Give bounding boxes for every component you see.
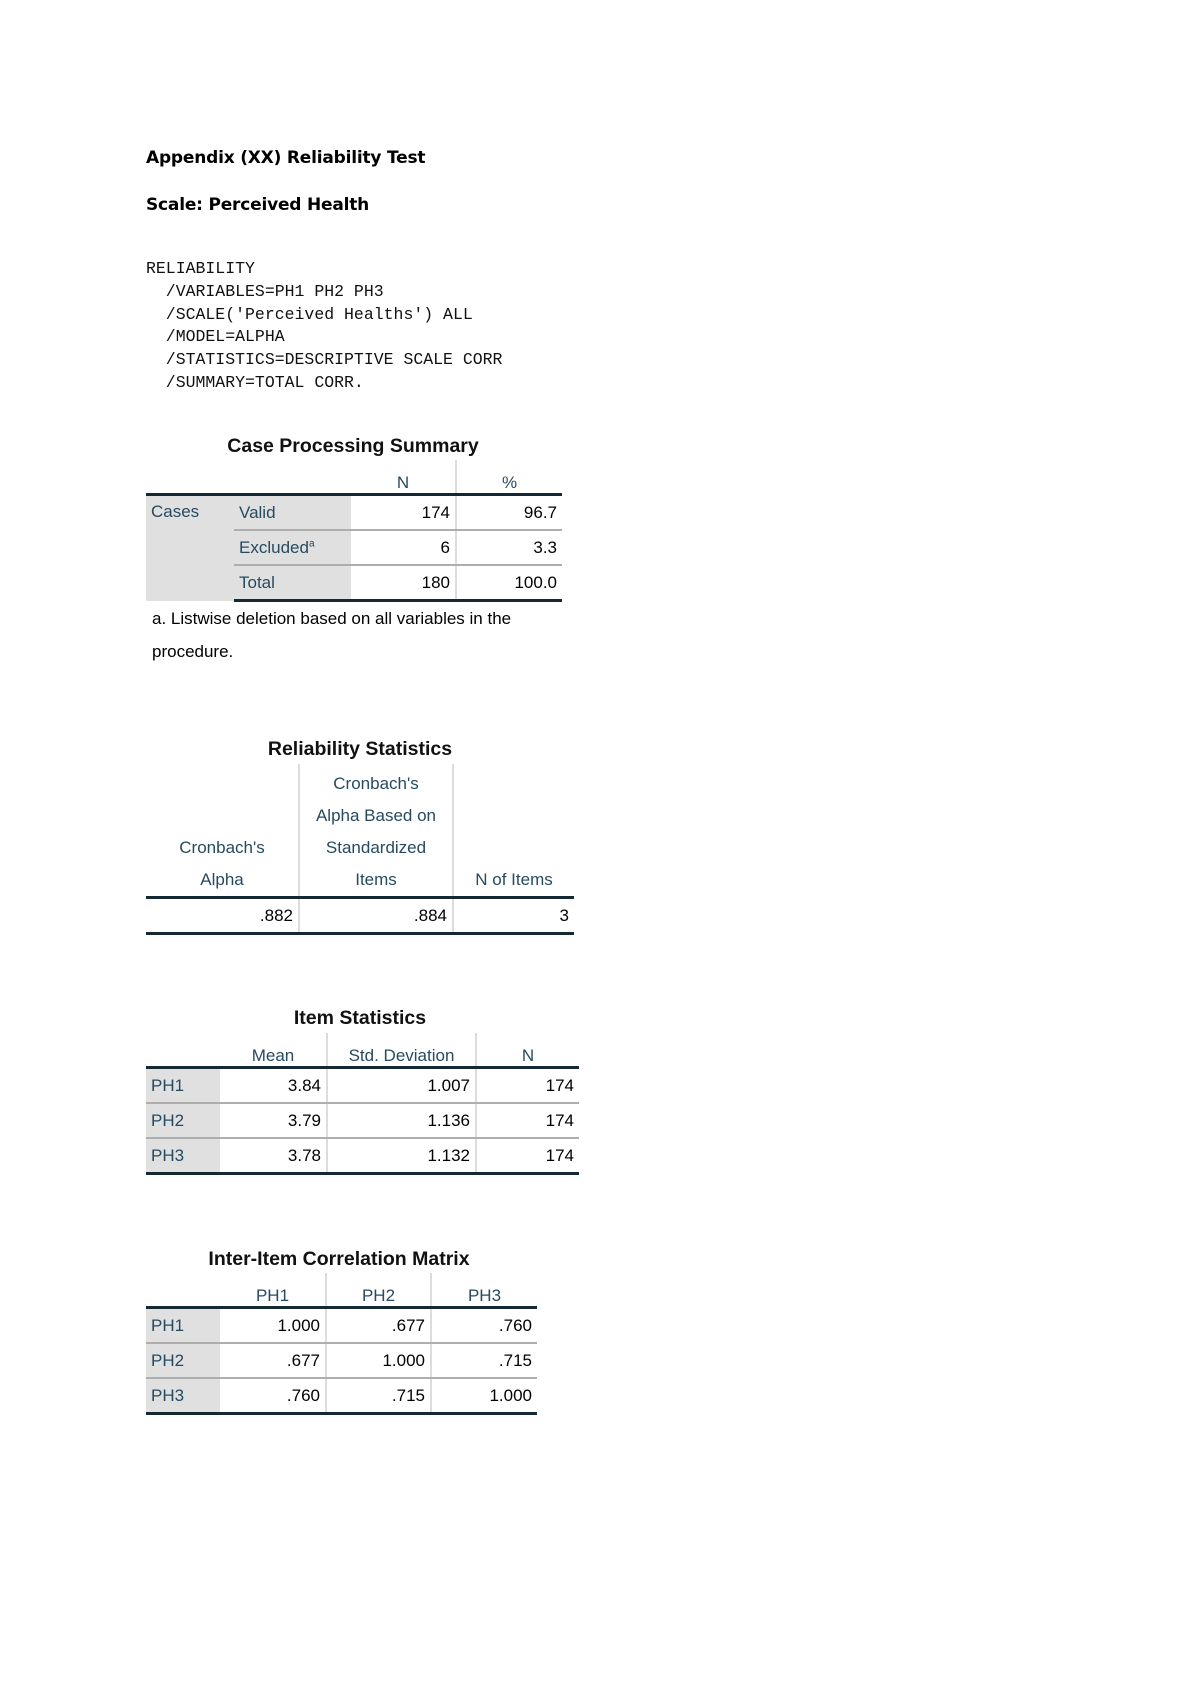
col-header-n-items: N of Items	[453, 764, 574, 898]
cell-total-n: 180	[351, 565, 456, 601]
cell-alpha: .882	[146, 898, 299, 934]
cell-n: 174	[476, 1138, 579, 1174]
item-stats-table	[146, 1033, 579, 1175]
row-label-valid: Valid	[234, 495, 351, 531]
corr-cell: .715	[326, 1378, 431, 1414]
col-header-ph3: PH3	[431, 1273, 537, 1308]
row-label-ph2: PH2	[146, 1343, 220, 1378]
footnote-marker: a	[308, 537, 315, 549]
group-label-cases: Cases	[146, 495, 234, 601]
syntax-line: /STATISTICS=DESCRIPTIVE SCALE CORR	[146, 350, 503, 370]
syntax-line: /MODEL=ALPHA	[146, 327, 285, 347]
corr-cell: .677	[326, 1308, 431, 1344]
cell-std-alpha: .884	[299, 898, 453, 934]
row-label-ph1: PH1	[146, 1308, 220, 1344]
corr-matrix-table	[146, 1273, 537, 1415]
syntax-line: /SUMMARY=TOTAL CORR.	[146, 372, 364, 392]
reliability-title: Reliability Statistics	[267, 738, 453, 760]
row-label-excluded: Excluded$^a$	[234, 530, 351, 565]
col-header-mean: Mean	[220, 1033, 327, 1068]
syntax-line: RELIABILITY	[146, 259, 255, 278]
row-label-ph3: PH3	[146, 1138, 220, 1174]
cell-total-pct: 100.0	[456, 565, 562, 601]
case-summary-title: Case Processing Summary	[227, 435, 479, 457]
cell-mean: 3.79	[220, 1103, 327, 1138]
col-header-std-alpha: Cronbach's Alpha Based on Standardized Items	[299, 764, 453, 898]
cell-sd: 1.007	[327, 1068, 476, 1104]
col-header-pct: %	[456, 460, 562, 495]
col-header-ph2: PH2	[326, 1273, 431, 1308]
syntax-line: /SCALE('Perceived Healths') ALL	[146, 304, 473, 324]
scale-title: Scale: Perceived Health	[146, 195, 370, 215]
cell-sd: 1.136	[327, 1103, 476, 1138]
syntax-line: /VARIABLES=PH1 PH2 PH3	[146, 281, 384, 301]
cell-n-items: 3	[453, 898, 574, 934]
cell-excluded-n: 6	[351, 530, 456, 565]
col-header-sd: Std. Deviation	[327, 1033, 476, 1068]
col-header-alpha: Cronbach's Alpha	[146, 764, 299, 898]
reliability-table	[146, 764, 574, 935]
col-header-ph1: PH1	[220, 1273, 326, 1308]
row-label-ph2: PH2	[146, 1103, 220, 1138]
case-summary-footnote: a. Listwise deletion based on all variables in the procedure.	[152, 609, 512, 661]
cell-mean: 3.78	[220, 1138, 327, 1174]
corr-cell: 1.000	[326, 1343, 431, 1378]
col-header-n: N	[476, 1033, 579, 1068]
case-summary-table	[146, 460, 562, 602]
corr-cell: .677	[220, 1343, 326, 1378]
col-header-n: N	[351, 460, 456, 495]
corr-matrix-title: Inter-Item Correlation Matrix	[208, 1248, 470, 1270]
cell-mean: 3.84	[220, 1068, 327, 1104]
item-stats-title: Item Statistics	[293, 1007, 427, 1029]
cell-n: 174	[476, 1068, 579, 1104]
corr-cell: .760	[431, 1308, 537, 1344]
row-label-total: Total	[234, 565, 351, 601]
corr-cell: .760	[220, 1378, 326, 1414]
corr-cell: 1.000	[431, 1378, 537, 1414]
cell-n: 174	[476, 1103, 579, 1138]
row-label-ph3: PH3	[146, 1378, 220, 1414]
corr-cell: 1.000	[220, 1308, 326, 1344]
corr-cell: .715	[431, 1343, 537, 1378]
cell-valid-n: 174	[351, 495, 456, 531]
cell-excluded-pct: 3.3	[456, 530, 562, 565]
appendix-title: Appendix (XX) Reliability Test	[146, 148, 426, 168]
cell-valid-pct: 96.7	[456, 495, 562, 531]
syntax-block	[146, 258, 502, 395]
row-label-ph1: PH1	[146, 1068, 220, 1104]
cell-sd: 1.132	[327, 1138, 476, 1174]
